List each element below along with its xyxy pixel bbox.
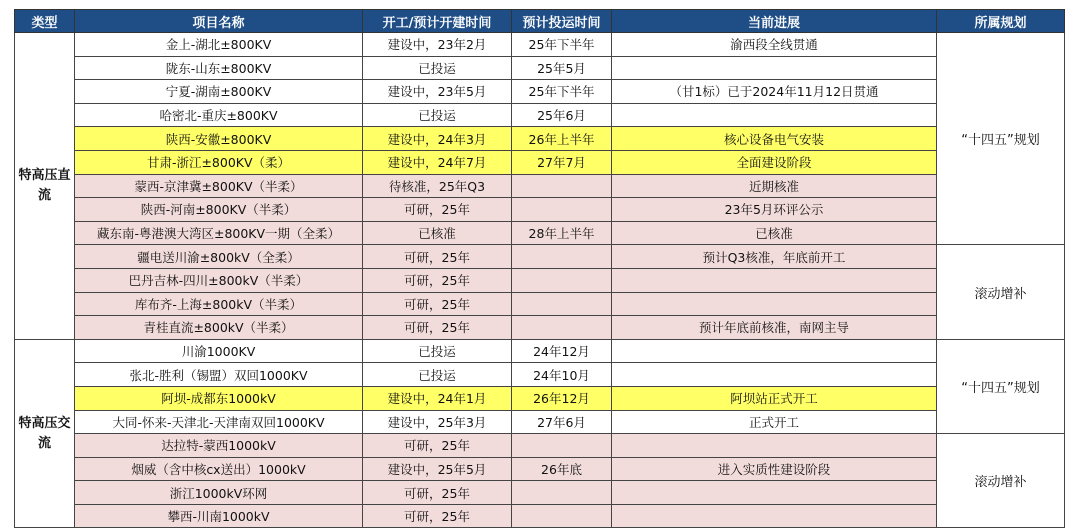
progress-cell (612, 56, 937, 80)
table-row (15, 174, 1065, 198)
project-name-cell: 巴丹吉林-四川±800kV（半柔） (75, 268, 363, 292)
project-name-cell: 陇东-山东±800KV (75, 56, 363, 80)
operation-time-cell (512, 198, 612, 222)
start-time-cell: 可研，25年 (363, 504, 512, 528)
progress-cell: 已核准 (612, 221, 937, 245)
table-body (15, 33, 1065, 528)
operation-time-cell: 24年10月 (512, 363, 612, 387)
table-row (15, 481, 1065, 505)
header-operation-time: 预计投运时间 (512, 10, 612, 33)
table-row (15, 316, 1065, 340)
operation-time-cell (512, 174, 612, 198)
project-name-cell: 达拉特-蒙西1000kV (75, 434, 363, 458)
plan-cell: 滚动增补 (937, 245, 1065, 339)
start-time-cell: 已投运 (363, 56, 512, 80)
start-time-cell: 待核准，25年Q3 (363, 174, 512, 198)
table-row (15, 386, 1065, 410)
project-name-cell: 库布齐-上海±800kV（半柔） (75, 292, 363, 316)
progress-cell (612, 339, 937, 363)
operation-time-cell: 28年上半年 (512, 221, 612, 245)
project-name-cell: 陕西-河南±800KV（半柔） (75, 198, 363, 222)
progress-cell: 23年5月环评公示 (612, 198, 937, 222)
table-row (15, 80, 1065, 104)
project-name-cell: 陕西-安徽±800KV (75, 127, 363, 151)
start-time-cell: 可研，25年 (363, 316, 512, 340)
table-row (15, 504, 1065, 528)
operation-time-cell: 26年底 (512, 457, 612, 481)
progress-cell (612, 504, 937, 528)
table-row (15, 103, 1065, 127)
plan-cell: “十四五”规划 (937, 339, 1065, 433)
type-cell: 特高压直流 (15, 33, 75, 340)
start-time-cell: 建设中，25年3月 (363, 410, 512, 434)
project-name-cell: 宁夏-湖南±800KV (75, 80, 363, 104)
start-time-cell: 建设中，24年7月 (363, 150, 512, 174)
header-start-time: 开工/预计开建时间 (363, 10, 512, 33)
project-name-cell: 烟威（含中核cx送出）1000kV (75, 457, 363, 481)
start-time-cell: 建设中，23年5月 (363, 80, 512, 104)
uhv-project-table (14, 9, 1065, 528)
start-time-cell: 已核准 (363, 221, 512, 245)
table-row (15, 292, 1065, 316)
progress-cell: 渝西段全线贯通 (612, 33, 937, 57)
project-name-cell: 青桂直流±800kV（半柔） (75, 316, 363, 340)
table-row (15, 410, 1065, 434)
header-progress: 当前进展 (612, 10, 937, 33)
operation-time-cell: 25年下半年 (512, 80, 612, 104)
operation-time-cell: 24年12月 (512, 339, 612, 363)
project-name-cell: 川渝1000KV (75, 339, 363, 363)
start-time-cell: 已投运 (363, 103, 512, 127)
header-plan: 所属规划 (937, 10, 1065, 33)
progress-cell: 全面建设阶段 (612, 150, 937, 174)
table-row (15, 268, 1065, 292)
operation-time-cell: 25年6月 (512, 103, 612, 127)
operation-time-cell (512, 292, 612, 316)
table-row (15, 33, 1065, 57)
start-time-cell: 可研，25年 (363, 292, 512, 316)
project-name-cell: 疆电送川渝±800kV（全柔） (75, 245, 363, 269)
project-name-cell: 哈密北-重庆±800KV (75, 103, 363, 127)
operation-time-cell: 26年12月 (512, 386, 612, 410)
progress-cell: 正式开工 (612, 410, 937, 434)
progress-cell: （甘1标）已于2024年11月12日贯通 (612, 80, 937, 104)
table-row (15, 198, 1065, 222)
table-row (15, 363, 1065, 387)
progress-cell: 近期核准 (612, 174, 937, 198)
header-row (15, 10, 1065, 33)
project-table-container (14, 9, 1065, 528)
table-row (15, 150, 1065, 174)
table-row (15, 434, 1065, 458)
operation-time-cell (512, 316, 612, 340)
operation-time-cell: 25年下半年 (512, 33, 612, 57)
start-time-cell: 建设中，25年5月 (363, 457, 512, 481)
project-name-cell: 张北-胜利（锡盟）双回1000KV (75, 363, 363, 387)
operation-time-cell (512, 434, 612, 458)
table-row (15, 127, 1065, 151)
progress-cell: 进入实质性建设阶段 (612, 457, 937, 481)
type-cell: 特高压交流 (15, 339, 75, 528)
progress-cell (612, 363, 937, 387)
progress-cell (612, 434, 937, 458)
plan-cell: “十四五”规划 (937, 33, 1065, 245)
start-time-cell: 已投运 (363, 363, 512, 387)
progress-cell (612, 292, 937, 316)
operation-time-cell: 27年7月 (512, 150, 612, 174)
start-time-cell: 建设中，24年3月 (363, 127, 512, 151)
progress-cell: 预计Q3核准，年底前开工 (612, 245, 937, 269)
operation-time-cell (512, 504, 612, 528)
progress-cell: 预计年底前核准，南网主导 (612, 316, 937, 340)
start-time-cell: 可研，25年 (363, 245, 512, 269)
start-time-cell: 建设中，23年2月 (363, 33, 512, 57)
start-time-cell: 建设中，24年1月 (363, 386, 512, 410)
progress-cell (612, 103, 937, 127)
operation-time-cell (512, 268, 612, 292)
table-row (15, 245, 1065, 269)
project-name-cell: 浙江1000kV环网 (75, 481, 363, 505)
start-time-cell: 可研，25年 (363, 198, 512, 222)
project-name-cell: 攀西-川南1000kV (75, 504, 363, 528)
table-row (15, 56, 1065, 80)
plan-cell: 滚动增补 (937, 434, 1065, 528)
table-row (15, 221, 1065, 245)
project-name-cell: 大同-怀来-天津北-天津南双回1000KV (75, 410, 363, 434)
operation-time-cell: 26年上半年 (512, 127, 612, 151)
operation-time-cell: 25年5月 (512, 56, 612, 80)
project-name-cell: 甘肃-浙江±800KV（柔） (75, 150, 363, 174)
operation-time-cell (512, 481, 612, 505)
header-project-name: 项目名称 (75, 10, 363, 33)
table-row (15, 339, 1065, 363)
header-type: 类型 (15, 10, 75, 33)
start-time-cell: 可研，25年 (363, 268, 512, 292)
table-row (15, 457, 1065, 481)
project-name-cell: 阿坝-成都东1000kV (75, 386, 363, 410)
progress-cell (612, 268, 937, 292)
start-time-cell: 可研，25年 (363, 481, 512, 505)
progress-cell: 阿坝站正式开工 (612, 386, 937, 410)
progress-cell: 核心设备电气安装 (612, 127, 937, 151)
project-name-cell: 藏东南-粤港澳大湾区±800KV一期（全柔） (75, 221, 363, 245)
start-time-cell: 可研，25年 (363, 434, 512, 458)
operation-time-cell: 27年6月 (512, 410, 612, 434)
progress-cell (612, 481, 937, 505)
start-time-cell: 已投运 (363, 339, 512, 363)
project-name-cell: 蒙西-京津冀±800KV（半柔） (75, 174, 363, 198)
project-name-cell: 金上-湖北±800KV (75, 33, 363, 57)
operation-time-cell (512, 245, 612, 269)
